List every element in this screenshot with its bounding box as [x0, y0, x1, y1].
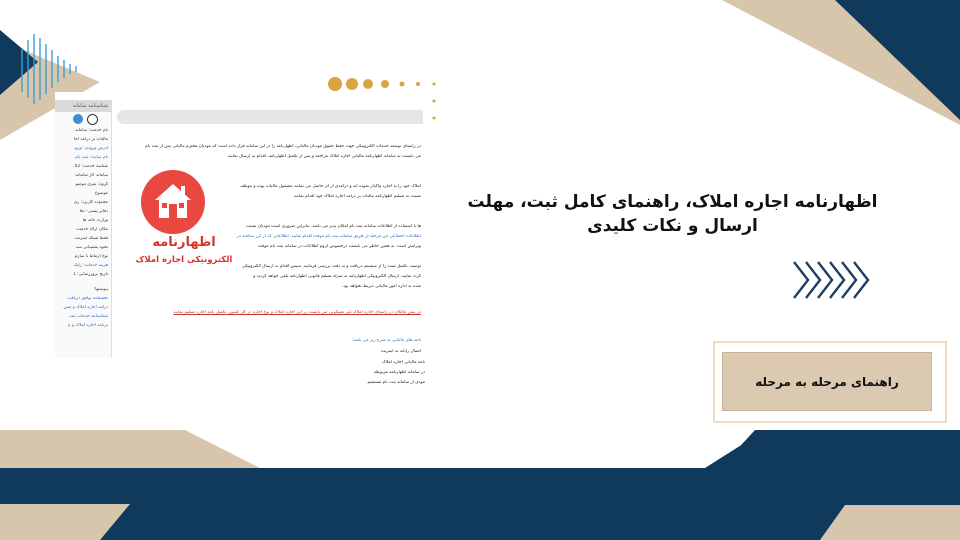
sidebar-line: تاریخ بروزرسانی: 1: [73, 272, 108, 277]
screenshot-tabbar: [117, 110, 423, 124]
sidebar-line: سامانه کار سامانه:: [74, 173, 108, 178]
content-paragraph: شده به اداره امور مالیاتی ذیربط نخواهد بود.: [341, 284, 421, 289]
content-paragraph: اطلاعات اجتماعی این مرحله از طریق سامانه ثبت نام موقت اقدام نمایند. اطلاعاتی که از این سامانه در: [236, 234, 421, 239]
sidebar-header: شناسنامه سامانه: [55, 100, 111, 112]
content-paragraph: املاک خود را به اجاره واگذار نموده اند و درآمدی از آن حاصل می نمایند مشمول مالیات بوده و موظف: [239, 184, 421, 189]
content-paragraph: می بایست به سامانه اظهارنامه مالیاتی اجاره املاک مراجعه و پس از تکمیل اظهارنامه، اقدام به ارسال نمایند.: [226, 154, 421, 159]
logo-circle: [141, 170, 205, 234]
sidebar-icons: [55, 112, 111, 126]
slide-title: اظهارنامه اجاره املاک، راهنمای کامل ثبت، مهلت ارسال و نکات کلیدی: [467, 192, 878, 236]
house-icon: [141, 170, 205, 234]
clock-icon: [87, 114, 98, 125]
ezharname-logo: [128, 170, 240, 278]
sidebar-link[interactable]: شناسنامه خدمات ثبت: [68, 314, 108, 319]
step-by-step-guide-button[interactable]: راهنمای مرحله به مرحله: [722, 352, 932, 411]
sidebar-line: مالیات بر درآمد اجا: [73, 137, 108, 142]
sidebar-line: وزارت خانه ها: [82, 218, 108, 223]
content-list: [330, 360, 425, 390]
sidebar-line: فقط شبکه اینترنت: [74, 236, 108, 241]
content-paragraph: اتصال رایانه به اینترنت: [380, 349, 421, 354]
sidebar-line: دفاتر پستی- دفا: [79, 209, 108, 214]
sidebar-line: گروه: نفری موضو: [75, 182, 108, 187]
sidebar-links-header: پیوستها:: [93, 287, 108, 292]
content-paragraph: ویرایش است. به همین خاطر می بایست درخصوص لزوم اطلاعات در سامانه ثبت نام موقت: [257, 244, 421, 249]
logo-subtitle: الکترونیکی اجاره املاک: [135, 255, 233, 265]
content-paragraph: توصیه، تکمیل شده را از سیستم دریافت و به دقت بررسی فرمایید. سپس اقدام به ارسال الکترونیکی: [241, 264, 421, 269]
content-list-item: مودی از سامانه ثبت نام مستقیم: [367, 380, 425, 385]
sidebar-line: هزینه خدمات: رایگ: [73, 263, 108, 268]
sidebar-line: شناسه خدمت: 02: [74, 164, 108, 169]
content-paragraph: ها با استفاده از اطلاعات سامانه ثبت نام امکان پذیر می باشد. بنابراین ضروری است مودیان نسبت: [245, 224, 421, 229]
sidebar-line: آدرس ورودی: ورود: [73, 146, 108, 151]
sidebar-line: نوع ارتباط با سازم: [74, 254, 108, 259]
bottom-band-navy: [0, 468, 960, 540]
sidebar-line: نام سایت: ثبت نام: [75, 155, 108, 160]
content-list-item: نامه مالیاتی اجاره املاک: [382, 360, 425, 365]
globe-icon: [73, 114, 83, 124]
sidebar-link[interactable]: برنامه اجاره املاک و م: [67, 323, 108, 328]
sidebar-line: مکان ارائه خدمت:: [75, 227, 108, 232]
sidebar-link[interactable]: بخشنامه توافق دریافت: [67, 296, 108, 301]
content-link[interactable]: در پیش مالکان در راستای اجاره املاک غیر مسکونی می بایست بر این اجاره املاک و نوع اجاره در کل کشور، تکمیل نامه اجاره تسلیم نمایند: [173, 310, 421, 315]
sidebar-line: نام خدمت: سامانه: [75, 128, 108, 133]
sidebar-line: موضوع: [95, 191, 108, 196]
chevrons-decoration: [794, 262, 868, 298]
sidebar-link[interactable]: درآمد اجاره املاک و مس: [63, 305, 108, 310]
content-paragraph: در راستای توسعه خدمات الکترونیکی جهت حفظ حقوق مودیان مالیاتی، اظهارنامه را در این سامانه قرار داده است که مودیان محترم مالیاتی پس از ثبت نام: [145, 144, 421, 149]
website-screenshot: [55, 92, 425, 360]
content-paragraph: نامه های مالیاتی به شرح زیر می باشد:: [351, 338, 421, 343]
bottom-white-notch: [185, 430, 770, 468]
sidebar-line: محدوده کاربرد: ری: [73, 200, 108, 205]
logo-title: اظهارنامه: [152, 235, 216, 250]
content-list-item: در سامانه اظهارنامه مربوطه: [373, 370, 425, 375]
screenshot-sidebar: [55, 100, 112, 358]
sidebar-line: نحوه پشتیبانی سه: [75, 245, 108, 250]
content-paragraph: گردد نمایید. ارسال الکترونیکی اظهارنامه به منزله تسلیم قانونی اظهارنامه تلقی خواهد گردید و: [253, 274, 421, 279]
content-paragraph: نسبت به تسلیم اظهارنامه مالیات بر درآمد اجاره املاک خود اقدام نمایند.: [292, 194, 421, 199]
